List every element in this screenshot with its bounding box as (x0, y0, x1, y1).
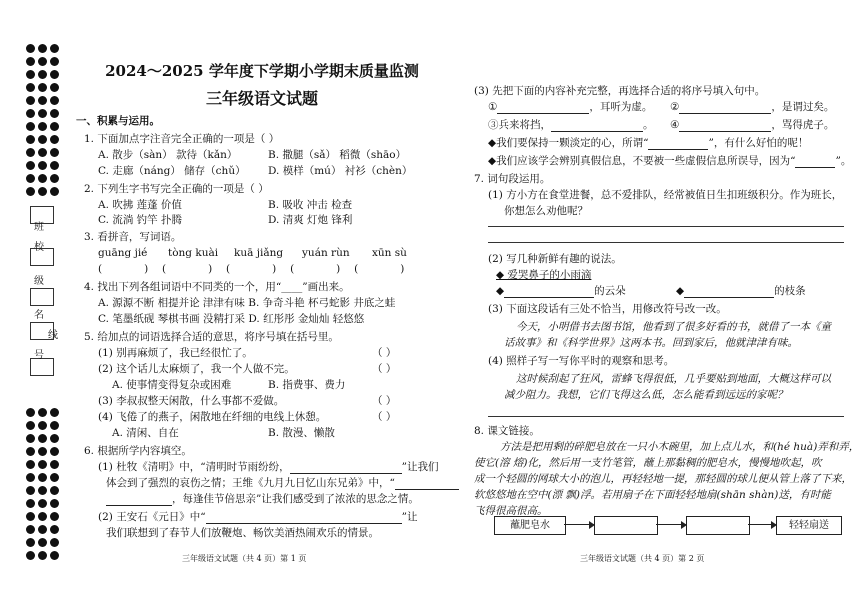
binding-label: 班 (34, 222, 44, 233)
binding-dot (50, 421, 59, 430)
binding-dot (50, 161, 59, 170)
meaning: B. 指费事、费力 (268, 379, 346, 391)
binding-dot (50, 512, 59, 521)
fill-text: ◆我们要保持一颗淡定的心，所谓“ ”，有什么好怕的呢！ (488, 137, 809, 149)
prompt: (3) 下面这段话有三处不恰当，用修改符号改一改。 (488, 303, 727, 315)
binding-dot (38, 187, 47, 196)
binding-dot (50, 96, 59, 105)
binding-dot (26, 499, 35, 508)
binding-label: 校 (34, 242, 44, 253)
mindmap-blank-box[interactable] (686, 516, 750, 535)
passage-text: 飞得很高很高。 (474, 505, 548, 517)
blank[interactable] (504, 286, 594, 298)
option[interactable]: A. 源源不断 相提并论 津津有味 B. 争奇斗艳 杯弓蛇影 井底之蛙 (98, 297, 396, 309)
blank[interactable] (395, 478, 459, 490)
answer-paren[interactable]: （ ） (372, 395, 397, 407)
binding-dot (38, 148, 47, 157)
binding-dot (26, 421, 35, 430)
fill-text: ④ ，骂得虎子。 (670, 119, 835, 131)
binding-dot (38, 525, 47, 534)
binding-dot (38, 551, 47, 560)
binding-dot (26, 83, 35, 92)
binding-label: 号 (34, 350, 44, 361)
binding-dot (50, 408, 59, 417)
binding-dot (50, 57, 59, 66)
prompt: (2) 写几种新鲜有趣的说法。 (488, 253, 622, 265)
binding-dot (38, 109, 47, 118)
fill-text: (2) 王安石《元日》中“ ”让 (98, 511, 418, 523)
binding-dot (38, 135, 47, 144)
arrow-icon (748, 524, 776, 525)
blank[interactable] (679, 120, 771, 132)
meaning: B. 散漫、懒散 (268, 427, 335, 439)
binding-label: 线 (48, 330, 58, 341)
binding-dot (50, 473, 59, 482)
binding-dot (38, 57, 47, 66)
pinyin: kuā jiǎng (234, 247, 284, 259)
binding-dot (50, 135, 59, 144)
binding-dot (38, 421, 47, 430)
binding-dot (50, 122, 59, 131)
fill-text: ◆ 的云朵 (496, 285, 626, 297)
prompt: (1) 方小方在食堂进餐，总不爱排队，经常被值日生扣班级积分。作为班长， (488, 189, 843, 201)
answer-line[interactable] (488, 416, 844, 417)
binding-dot (50, 187, 59, 196)
binding-dot (38, 499, 47, 508)
binding-dot (26, 408, 35, 417)
sentence: (3) 李叔叔整天闲散，什么事都不爱做。 (98, 395, 285, 407)
question-6-stem: 6. 根据所学内容填空。 (84, 445, 192, 457)
exam-title: 2024～2025 学年度下学期小学期末质量监测 (105, 62, 419, 80)
binding-dot (50, 499, 59, 508)
binding-dot (38, 434, 47, 443)
binding-dot (38, 460, 47, 469)
binding-dot (50, 44, 59, 53)
sentence: (2) 这个话儿太麻烦了，我一个人做不完。 (98, 363, 295, 375)
binding-dot (26, 473, 35, 482)
option[interactable]: B. 吸收 冲击 检查 (268, 199, 353, 211)
blank[interactable] (684, 286, 774, 298)
binding-dot (50, 538, 59, 547)
meaning: A. 清闲、自在 (112, 427, 179, 439)
option[interactable]: A. 吹拂 莲蓬 价值 (98, 199, 182, 211)
binding-dot (50, 447, 59, 456)
question-stem: (3) 先把下面的内容补充完整，再选择合适的将序号填入句中。 (474, 85, 766, 97)
binding-label: 级 (34, 276, 44, 287)
blank[interactable] (551, 120, 643, 132)
sentence: (1) 别再麻烦了，我已经很忙了。 (98, 347, 253, 359)
pinyin: guāng jié (98, 247, 148, 259)
binding-dot (26, 109, 35, 118)
binding-dot (50, 83, 59, 92)
binding-dot (38, 538, 47, 547)
answer-paren[interactable]: （ ） (372, 363, 397, 375)
question-4-stem: 4. 找出下列各组词语中不同类的一个，用“____”画出来。 (84, 281, 350, 293)
blank[interactable] (795, 156, 835, 168)
question-2-stem: 2. 下列生字书写完全正确的一项是（ ） (84, 183, 269, 195)
binding-dot (38, 174, 47, 183)
binding-dot (50, 486, 59, 495)
binding-dot (26, 525, 35, 534)
binding-dot (50, 174, 59, 183)
option[interactable]: D. 清爽 灯炮 锋利 (268, 214, 353, 226)
blank[interactable] (290, 462, 402, 474)
binding-dot (26, 551, 35, 560)
passage-text: 成一个轻圆的网球大小的泡儿，再轻轻地一提，那轻圆的球儿便从管上落了下来， (474, 473, 852, 485)
binding-dot (38, 473, 47, 482)
binding-dot (26, 512, 35, 521)
exam-subtitle: 三年级语文试题 (205, 89, 318, 108)
blank[interactable] (497, 102, 589, 114)
binding-dot (38, 447, 47, 456)
answer-paren[interactable]: （ ） (372, 347, 397, 359)
binding-dot (26, 538, 35, 547)
passage-text: 使它(溶 熔)化，然后用一支竹笔管，蘸上那黏稠的肥皂水，慢慢地吹起，吹 (474, 457, 822, 469)
binding-dot (26, 434, 35, 443)
binding-dot (26, 187, 35, 196)
fill-text: ◆ 的枝条 (676, 285, 806, 297)
blank[interactable] (679, 102, 771, 114)
meaning: A. 使事情变得复杂或困难 (112, 379, 232, 391)
option[interactable]: C. 走廊（náng） 储存（chǔ） (98, 165, 246, 177)
question-1-stem: 1. 下面加点字注音完全正确的一项是（ ） (84, 133, 280, 145)
pinyin: yuán rùn (302, 247, 350, 259)
option[interactable]: C. 流淌 钓竿 扑腾 (98, 214, 183, 226)
fill-text: 体会到了强烈的哀伤之情；王维《九月九日忆山东兄弟》中，“ (106, 476, 459, 490)
mindmap-box: 蘸肥皂水 (494, 516, 566, 535)
binding-dot (38, 486, 47, 495)
answer-parens[interactable]: ( ) ( ) ( ) ( ) ( ) (98, 263, 405, 275)
binding-dot (38, 122, 47, 131)
fill-text: ◆我们应该学会辨别真假信息，不要被一些虚假信息所误导，因为“ ”。 (488, 155, 852, 167)
binding-dot (38, 83, 47, 92)
page-footer: 三年级语文试题（共 4 页）第 2 页 (580, 554, 705, 563)
example: ◆ 爱哭鼻子的小雨滴 (496, 269, 592, 281)
fill-text: (1) 杜牧《清明》中，“清明时节雨纷纷， ”让我们 (98, 461, 439, 473)
passage-text: 今天，小明借书去图书馆，他看到了很多好看的书，就借了一本《童 (516, 321, 831, 333)
binding-dot (26, 57, 35, 66)
question-7-stem: 7. 词句段运用。 (474, 173, 551, 185)
binding-dot (26, 161, 35, 170)
prompt: (4) 照样子写一写你平时的观察和思考。 (488, 355, 675, 367)
answer-line[interactable] (488, 226, 844, 227)
passage-text: 软悠悠地在空中(漂 飘)浮。若用扇子在下面轻轻地扇(shān shàn)送，有时能 (474, 489, 831, 501)
question-3-stem: 3. 看拼音，写词语。 (84, 231, 182, 243)
binding-dot (38, 512, 47, 521)
passage-text: 话故事》和《科学世界》这两本书。回到家后，他就津津有味。 (504, 337, 798, 349)
binding-dot (50, 460, 59, 469)
passage-text: 这时候刮起了狂风，雷蜂飞得很低，几乎要贴到地面，大概这样可以 (516, 373, 831, 385)
binding-dot (50, 551, 59, 560)
mindmap-blank-box[interactable] (594, 516, 658, 535)
fill-text: ① ，耳听为虚。 (488, 101, 653, 113)
option[interactable]: C. 笔墨纸砚 琴棋书画 没精打采 D. 红彤彤 金灿灿 轻悠悠 (98, 313, 365, 325)
binding-dot (38, 70, 47, 79)
question-5-stem: 5. 给加点的词语选择合适的意思，将序号填在括号里。 (84, 331, 339, 343)
binding-dot (26, 148, 35, 157)
blank[interactable] (206, 512, 402, 524)
page-footer: 三年级语文试题（共 4 页）第 1 页 (182, 554, 307, 563)
binding-dot (50, 525, 59, 534)
binding-dot (26, 486, 35, 495)
binding-dot (26, 174, 35, 183)
binding-dot (26, 460, 35, 469)
option[interactable]: A. 散步（sàn） 款待（kǎn） (98, 149, 238, 161)
fill-text: 我们联想到了春节人们放鞭炮、畅饮美酒热闹欢乐的情景。 (106, 527, 379, 539)
answer-paren[interactable]: （ ） (372, 411, 397, 423)
fill-text: ，每逢佳节倍思亲”让我们感受到了浓浓的思念之情。 (106, 492, 419, 506)
binding-dot (26, 70, 35, 79)
option[interactable]: D. 模样（mú） 衬衫（chèn） (268, 165, 413, 177)
binding-dot (26, 44, 35, 53)
blank[interactable] (106, 494, 172, 506)
fill-text: ② ，是谓过矣。 (670, 101, 835, 113)
option[interactable]: B. 撒腿（sǎ） 稻微（shāo） (268, 149, 407, 161)
binding-dot (38, 161, 47, 170)
arrow-icon (656, 524, 686, 525)
mindmap-box: 轻轻扇送 (776, 516, 842, 535)
sentence: (4) 飞倦了的燕子，闲散地在纤细的电线上休憩。 (98, 411, 327, 423)
binding-box-grade[interactable] (30, 288, 54, 306)
blank[interactable] (648, 138, 708, 150)
passage-text: 减少阻力。我想，它们飞得这么低，怎么能看到远远的家呢？ (504, 389, 788, 401)
question-8-stem: 8. 课文链接。 (474, 425, 540, 437)
binding-dot (26, 96, 35, 105)
binding-dot (38, 44, 47, 53)
pinyin: tòng kuài (168, 247, 219, 259)
binding-dot (50, 70, 59, 79)
binding-dot (50, 148, 59, 157)
passage-text: 方法是把用剩的碎肥皂放在一只小木碗里，加上点儿水，和(hé huà)弄和弄， (500, 441, 860, 453)
answer-line[interactable] (488, 242, 844, 243)
prompt: 你想怎么劝他呢？ (504, 205, 588, 217)
pinyin: xūn sù (372, 247, 407, 259)
binding-dot (26, 135, 35, 144)
section-heading: 一、积累与运用。 (76, 115, 160, 127)
binding-dot (50, 109, 59, 118)
binding-dot (26, 447, 35, 456)
binding-dot (38, 408, 47, 417)
binding-dot (38, 96, 47, 105)
fill-text: ③兵来将挡， 。 (488, 119, 654, 131)
binding-dot (50, 434, 59, 443)
binding-label: 名 (34, 310, 44, 321)
arrow-icon (564, 524, 594, 525)
binding-dot (26, 122, 35, 131)
